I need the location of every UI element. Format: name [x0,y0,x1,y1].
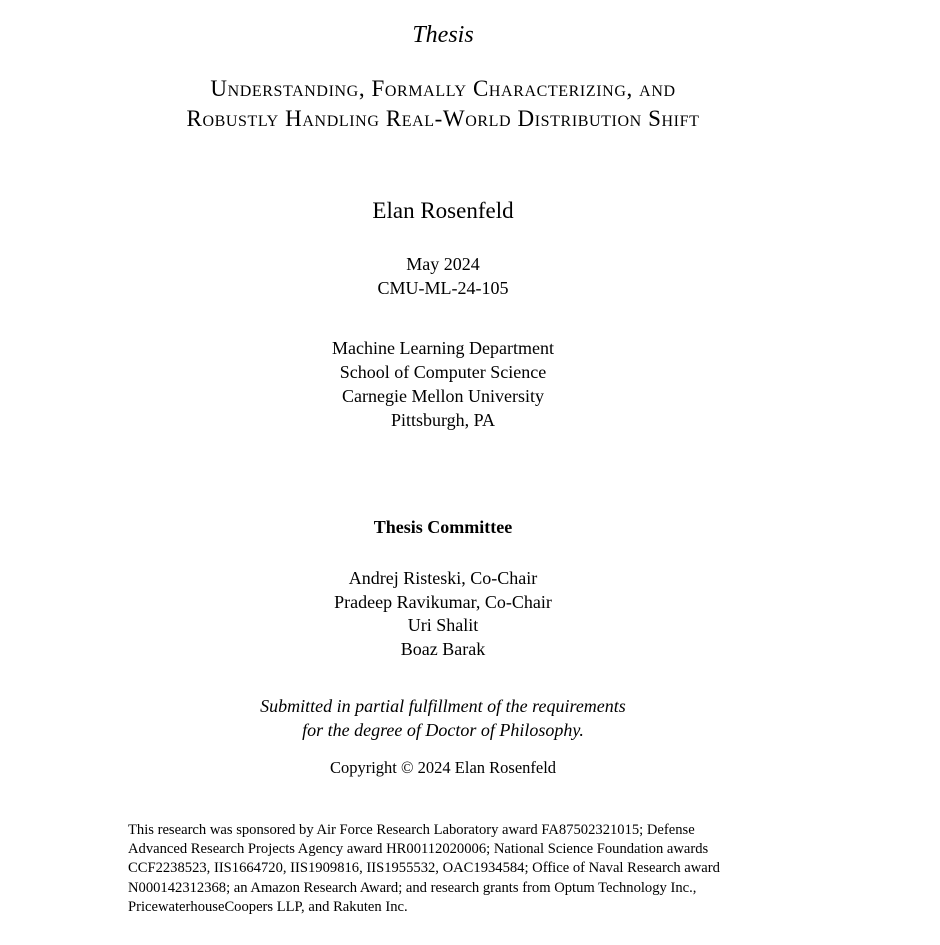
funding-line: CCF2238523, IIS1664720, IIS1909816, IIS1955532, OAC1934584; Office of Naval Research award [128,860,720,877]
thesis-title-line: Understanding, Formally Characterizing, and [210,76,676,101]
funding-line: PricewaterhouseCoopers LLP, and Rakuten Inc. [128,898,408,915]
date: May 2024 [406,254,480,274]
copyright-notice: Copyright © 2024 Elan Rosenfeld [329,758,557,777]
submission-line: Submitted in partial fulfillment of the requirements [260,696,626,716]
affiliation-line: Machine Learning Department [332,338,554,358]
affiliation-line: Carnegie Mellon University [342,386,544,406]
author-name: Elan Rosenfeld [372,198,514,223]
date-and-report-number [0,252,886,300]
affiliation [0,336,886,432]
committee-list [0,567,886,661]
committee-heading: Thesis Committee [373,517,513,537]
committee-member: Pradeep Ravikumar, Co-Chair [334,591,552,612]
submission-statement [0,695,886,742]
funding-line: This research was sponsored by Air Force Research Laboratory award FA87502321015; Defense [128,822,695,838]
committee-member: Uri Shalit [407,615,479,635]
committee-member: Boaz Barak [400,638,486,659]
affiliation-line: Pittsburgh, PA [390,410,496,430]
funding-line: N000142312368; an Amazon Research Award; and research grants from Optum Technology Inc., [128,879,697,896]
submission-line: for the degree of Doctor of Philosophy. [302,719,584,740]
thesis-title-line: Robustly Handling Real-World Distribution Shift [186,106,700,131]
document-type: Thesis [412,22,474,48]
funding-acknowledgment [128,821,788,917]
affiliation-line: School of Computer Science [339,362,547,382]
funding-line: Advanced Research Projects Agency award HR00112020006; National Science Foundation awards [128,841,709,858]
thesis-title [0,74,886,134]
report-number: CMU-ML-24-105 [377,278,509,298]
committee-member: Andrej Risteski, Co-Chair [348,568,538,588]
